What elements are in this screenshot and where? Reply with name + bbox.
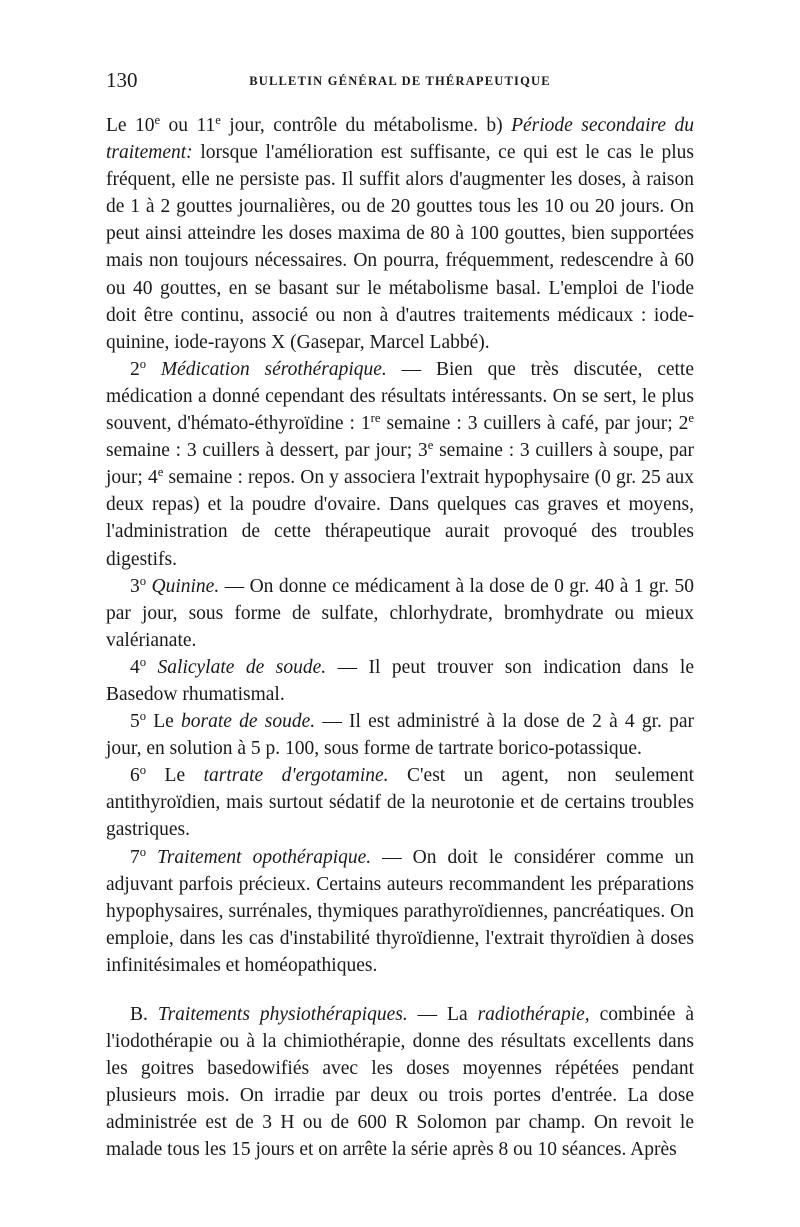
italic-term: radiothérapie, (477, 1004, 590, 1025)
italic-term: tartrate d'ergotamine. (203, 765, 389, 787)
page-number: 130 (106, 68, 138, 92)
italic-term: Quinine. (146, 575, 220, 597)
paragraph-physiotherapy: B. Traitements physiothérapiques. — La radiothérapie, combinée à l'iodothérapie ou à la chimiothérapie, donne des résultats excellents dans les goitres basedowifiés avec les doses moyennes répétées pendant plusieurs mois. On irradie par deux ou trois portes d'entrée. La dose administrée est de 3 H ou de 600 R Solomon par champ. On revoit le malade tous les 15 jours et on arrête la série après 8 ou 10 séances. Après (106, 1004, 694, 1161)
italic-term: Médication sérothérapique. (146, 358, 387, 380)
paragraph-borate: 5$^o$ Le borate de soude. — Il est administré à la dose de 2 à 4 gr. par jour, en solution à 5 p. 100, sous forme de tartrate borico-potassique. (106, 709, 695, 760)
paragraph-quinine: 3$^o$ Quinine. — On donne ce médicament à la dose de 0 gr. 40 à 1 gr. 50 par jour, sous forme de sulfate, chlorhydrate, bromhydrate ou mieux valérianate. (106, 573, 694, 651)
running-title: BULLETIN GÉNÉRAL DE THÉRAPEUTIQUE (249, 74, 551, 88)
paragraph-metabolism: Le 10e ou 11e jour, contrôle du métabolisme. b) Période secondaire du traitement: lorsque l'amélioration est suffisante, ce qui est le cas le plus fréquent, elle ne persiste pas. Il suffit alors d'augmenter les doses, à raison de 1 à 2 gouttes journalières, ou de 20 gouttes tous les 10 ou 20 jours. On peut ainsi atteindre les doses maxima de 80 à 100 gouttes, bien supportées mais non toujours nécessaires. On pourra, fréquemment, redescendre à 60 ou 40 gouttes, en se basant sur le métabolisme basal. L'emploi de l'iode doit être continu, associé ou non à d'autres traitements médicaux : iode-quinine, iode-rayons X (Gasepar, Marcel Labbé). (106, 113, 694, 353)
italic-term: Traitement opothérapique. (146, 846, 372, 868)
italic-term: Salicylate de soude. (146, 656, 327, 678)
italic-term: Période secondaire du traitement: (106, 115, 694, 164)
paragraph-serotherapy: 2$^o$ Médication sérothérapique. — Bien que très discutée, cette médication a donné cependant des résultats intéressants. On se sert, le plus souvent, d'hémato-éthyroïdine : 1re semaine : 3 cuillers à café, par jour; 2e semaine : 3 cuillers à dessert, par jour; 3e semaine : 3 cuillers à soupe, par jour; 4e semaine : repos. On y associera l'extrait hypophysaire (0 gr. 25 aux deux repas) et la poudre d'ovaire. Dans quelques cas graves et moyens, l'administration de cette thérapeutique aurait provoqué des troubles digestifs. (106, 356, 695, 570)
paragraph-ergotamine: 6$^o$ Le tartrate d'ergotamine. C'est un agent, non seulement antithyroïdien, mais surtout sédatif de la neurotonie et de certains troubles gastriques. (106, 763, 694, 841)
paragraph-salicylate: 4$^o$ Salicylate de soude. — Il peut trouver son indication dans le Basedow rhumatismal. (106, 654, 694, 705)
italic-term: borate de soude. (181, 711, 316, 733)
body-text (106, 112, 694, 1164)
italic-term: Traitements physiothérapiques. (157, 1004, 408, 1025)
page-header (106, 68, 694, 98)
paragraph-opotherapy: 7$^o$ Traitement opothérapique. — On doit le considérer comme un adjuvant parfois précieux. Certains auteurs recommandent les préparations hypophysaires, surrénales, thymiques parathyroïdiennes, pancréatiques. On emploie, dans les cas d'instabilité thyroïdienne, l'extrait thyroïdien à doses infinitésimales et homéopathiques. (106, 844, 694, 976)
